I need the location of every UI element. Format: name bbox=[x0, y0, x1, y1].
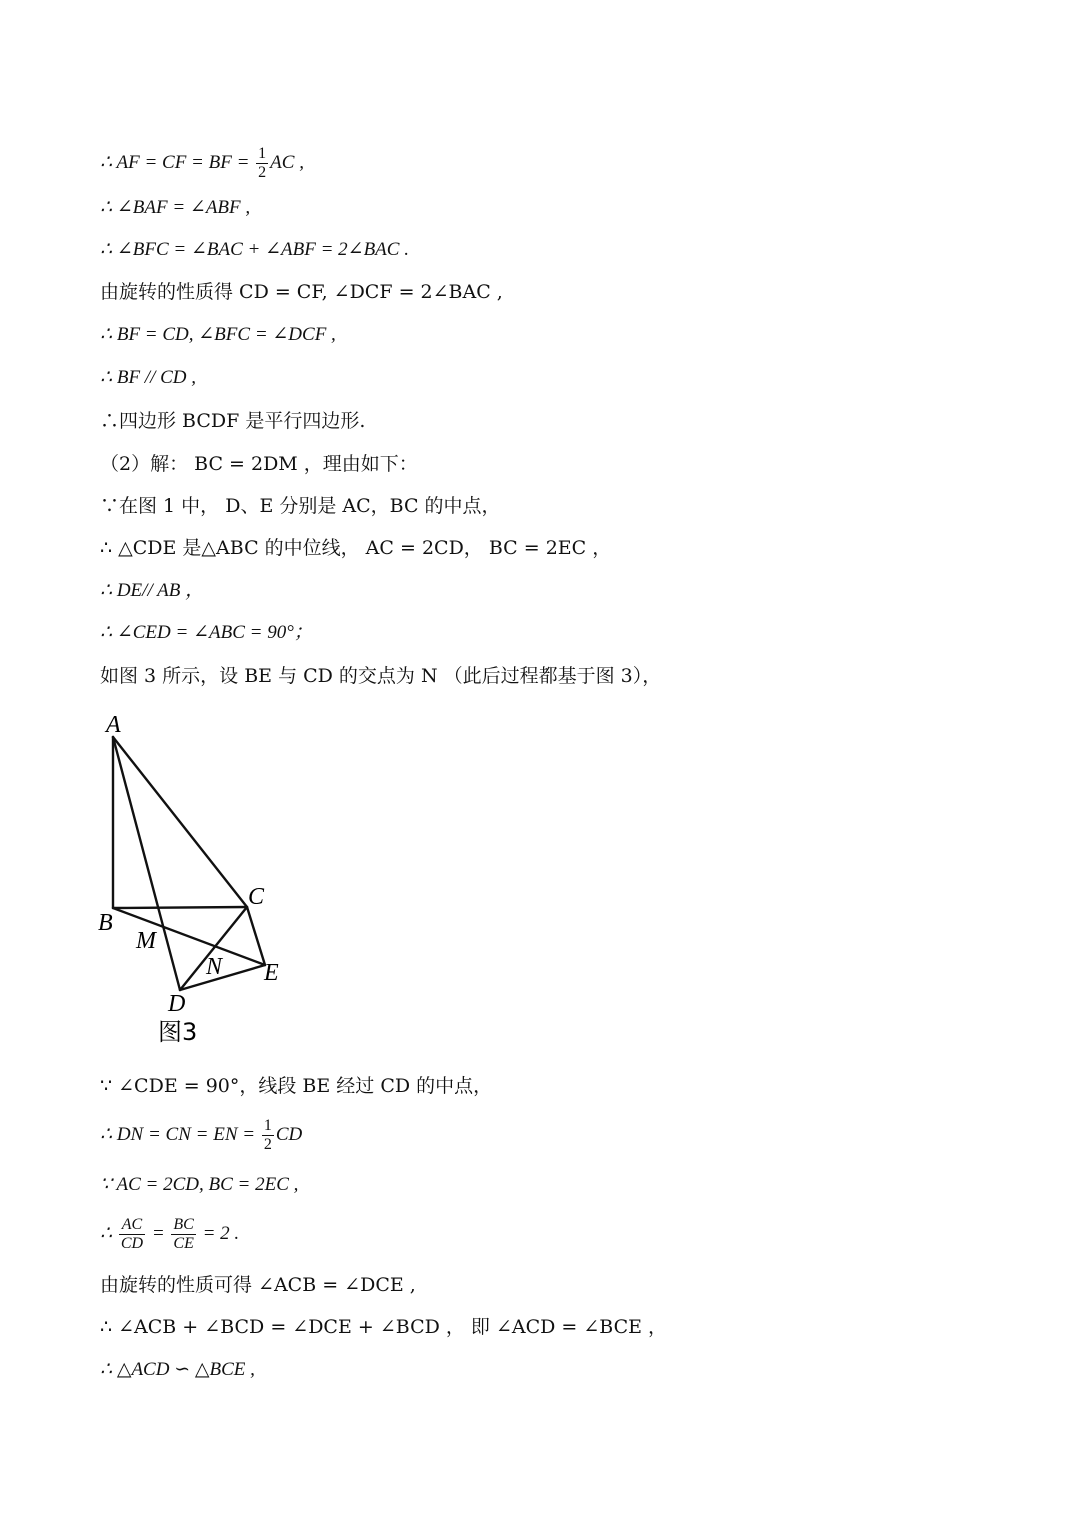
fraction-bc-ce: $\frac{BC}{CE}$ bbox=[173, 1216, 194, 1252]
line-af-cf-bf: ∴ AF = CF = BF = $\frac{1}{2}$ AC , bbox=[100, 145, 304, 181]
line-16: ∵ AC = 2CD, BC = 2EC , bbox=[100, 1174, 299, 1195]
line-ratio: ∴ $\frac{AC}{CD}$ = $\frac{BC}{CE}$ = 2 . bbox=[100, 1216, 240, 1252]
segment-de bbox=[180, 965, 265, 990]
line-14: ∵ ∠CDE = 90°，线段 BE 经过 CD 的中点， bbox=[100, 1075, 493, 1097]
figure-3-diagram bbox=[90, 700, 320, 1060]
line-6: ∴ BF // CD , bbox=[100, 367, 197, 388]
line-10: ∴ △CDE 是△ABC 的中位线， AC = 2CD， BC = 2EC ， bbox=[100, 537, 612, 559]
line-12: ∴ ∠CED = ∠ABC = 90°； bbox=[100, 622, 313, 643]
label-n: N bbox=[206, 954, 223, 980]
line-3: ∴ ∠BFC = ∠BAC + ∠ABF = 2∠BAC . bbox=[100, 239, 409, 260]
line-20: ∴ △ACD ∽ △BCE , bbox=[100, 1359, 255, 1380]
label-a: A bbox=[106, 712, 121, 738]
line-9: ∵在图 1 中， D、E 分别是 AC，BC 的中点， bbox=[100, 495, 501, 517]
figure-caption: 图3 bbox=[158, 1018, 198, 1046]
segment-ce bbox=[247, 907, 265, 965]
line-18: 由旋转的性质可得 ∠ACB = ∠DCE , bbox=[100, 1274, 416, 1296]
label-d: D bbox=[168, 991, 186, 1017]
line-13: 如图 3 所示，设 BE 与 CD 的交点为 N （此后过程都基于图 3）， bbox=[100, 665, 662, 687]
label-c: C bbox=[248, 884, 265, 910]
line-2: ∴ ∠BAF = ∠ABF , bbox=[100, 197, 251, 218]
line-dn-cn-en: ∴ DN = CN = EN = $\frac{1}{2}$ CD bbox=[100, 1117, 303, 1153]
label-e: E bbox=[264, 960, 279, 986]
line-4: 由旋转的性质得 CD = CF, ∠DCF = 2∠BAC , bbox=[100, 281, 503, 303]
segment-ac bbox=[113, 737, 247, 907]
label-m: M bbox=[136, 928, 156, 954]
label-b: B bbox=[98, 910, 113, 936]
line-8: （2）解： BC = 2DM ，理由如下： bbox=[100, 453, 418, 475]
segment-bc bbox=[113, 907, 247, 908]
line-19: ∴ ∠ACB + ∠BCD = ∠DCE + ∠BCD ， 即 ∠ACD = ∠BCE ， bbox=[100, 1316, 668, 1338]
line-7: ∴四边形 BCDF 是平行四边形. bbox=[100, 410, 366, 432]
fraction-ac-cd: $\frac{AC}{CD}$ bbox=[120, 1216, 144, 1252]
fraction-one-half: $\frac{1}{2}$ bbox=[258, 145, 267, 181]
line-5: ∴ BF = CD, ∠BFC = ∠DCF , bbox=[100, 324, 336, 345]
fraction-one-half: $\frac{1}{2}$ bbox=[263, 1117, 272, 1153]
line-11: ∴ DE// AB ， bbox=[100, 580, 205, 601]
